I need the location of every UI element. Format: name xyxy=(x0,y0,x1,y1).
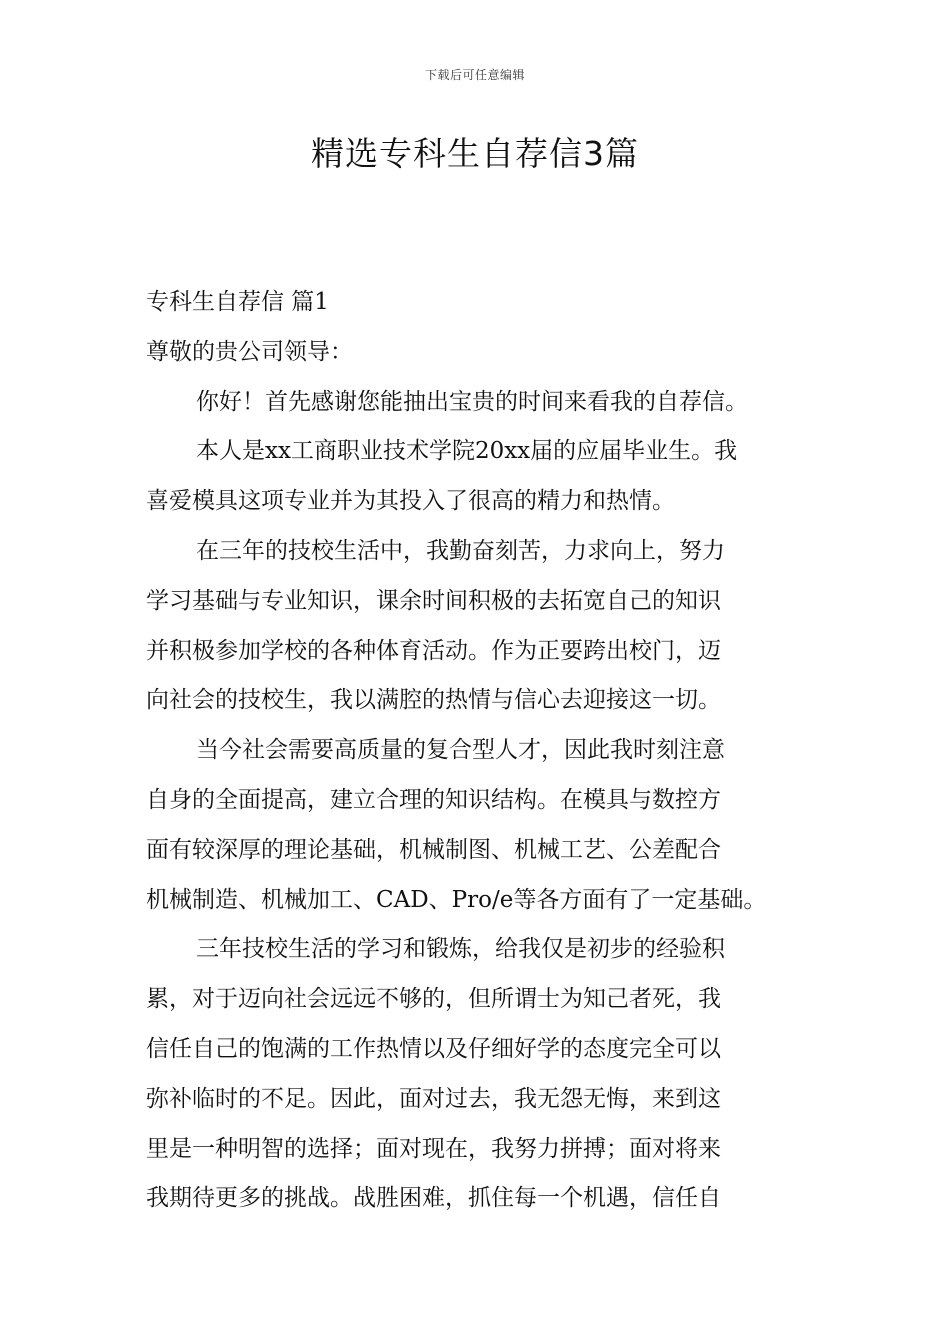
text-line: 本人是xx工商职业技术学院20xx届的应届毕业生。我 xyxy=(196,438,738,465)
text-line: 面有较深厚的理论基础，机械制图、机械工艺、公差配合 xyxy=(146,836,721,863)
text-line: 当今社会需要高质量的复合型人才，因此我时刻注意 xyxy=(196,737,725,764)
text-line: 弥补临时的不足。因此，面对过去，我无怨无悔，来到这 xyxy=(146,1085,721,1112)
text-line: 里是一种明智的选择；面对现在，我努力拼搏；面对将来 xyxy=(146,1135,721,1162)
document-body xyxy=(146,278,808,1224)
header-note: 下载后可任意编辑 xyxy=(424,68,525,82)
text-line: 学习基础与专业知识，课余时间积极的去拓宽自己的知识 xyxy=(146,587,721,614)
text-line: 信任自己的饱满的工作热情以及仔细好学的态度完全可以 xyxy=(146,1035,721,1062)
text-line: 我期待更多的挑战。战胜困难，抓住每一个机遇，信任自 xyxy=(146,1185,721,1212)
text-line: 自身的全面提高，建立合理的知识结构。在模具与数控方 xyxy=(146,786,721,813)
section-heading: 专科生自荐信 篇1 xyxy=(146,289,329,315)
text-line: 三年技校生活的学习和锻炼，给我仅是初步的经验积 xyxy=(196,936,725,963)
salutation: 尊敬的贵公司领导： xyxy=(146,338,353,365)
text-line: 向社会的技校生，我以满腔的热情与信心去迎接这一切。 xyxy=(146,687,721,714)
text-line: 并积极参加学校的各种体育活动。作为正要跨出校门，迈 xyxy=(146,637,721,664)
text-line: 累，对于迈向社会远远不够的，但所谓士为知己者死，我 xyxy=(146,986,721,1013)
text-line: 机械制造、机械加工、CAD、Pro/e等各方面有了一定基础。 xyxy=(146,886,767,913)
text-line: 你好！首先感谢您能抽出宝贵的时间来看我的自荐信。 xyxy=(196,388,748,415)
letter-body xyxy=(146,378,808,1225)
document-title: 精选专科生自荐信3篇 xyxy=(311,134,639,173)
text-line: 在三年的技校生活中，我勤奋刻苦，力求向上，努力 xyxy=(196,537,725,564)
text-line: 喜爱模具这项专业并为其投入了很高的精力和热情。 xyxy=(146,488,675,515)
